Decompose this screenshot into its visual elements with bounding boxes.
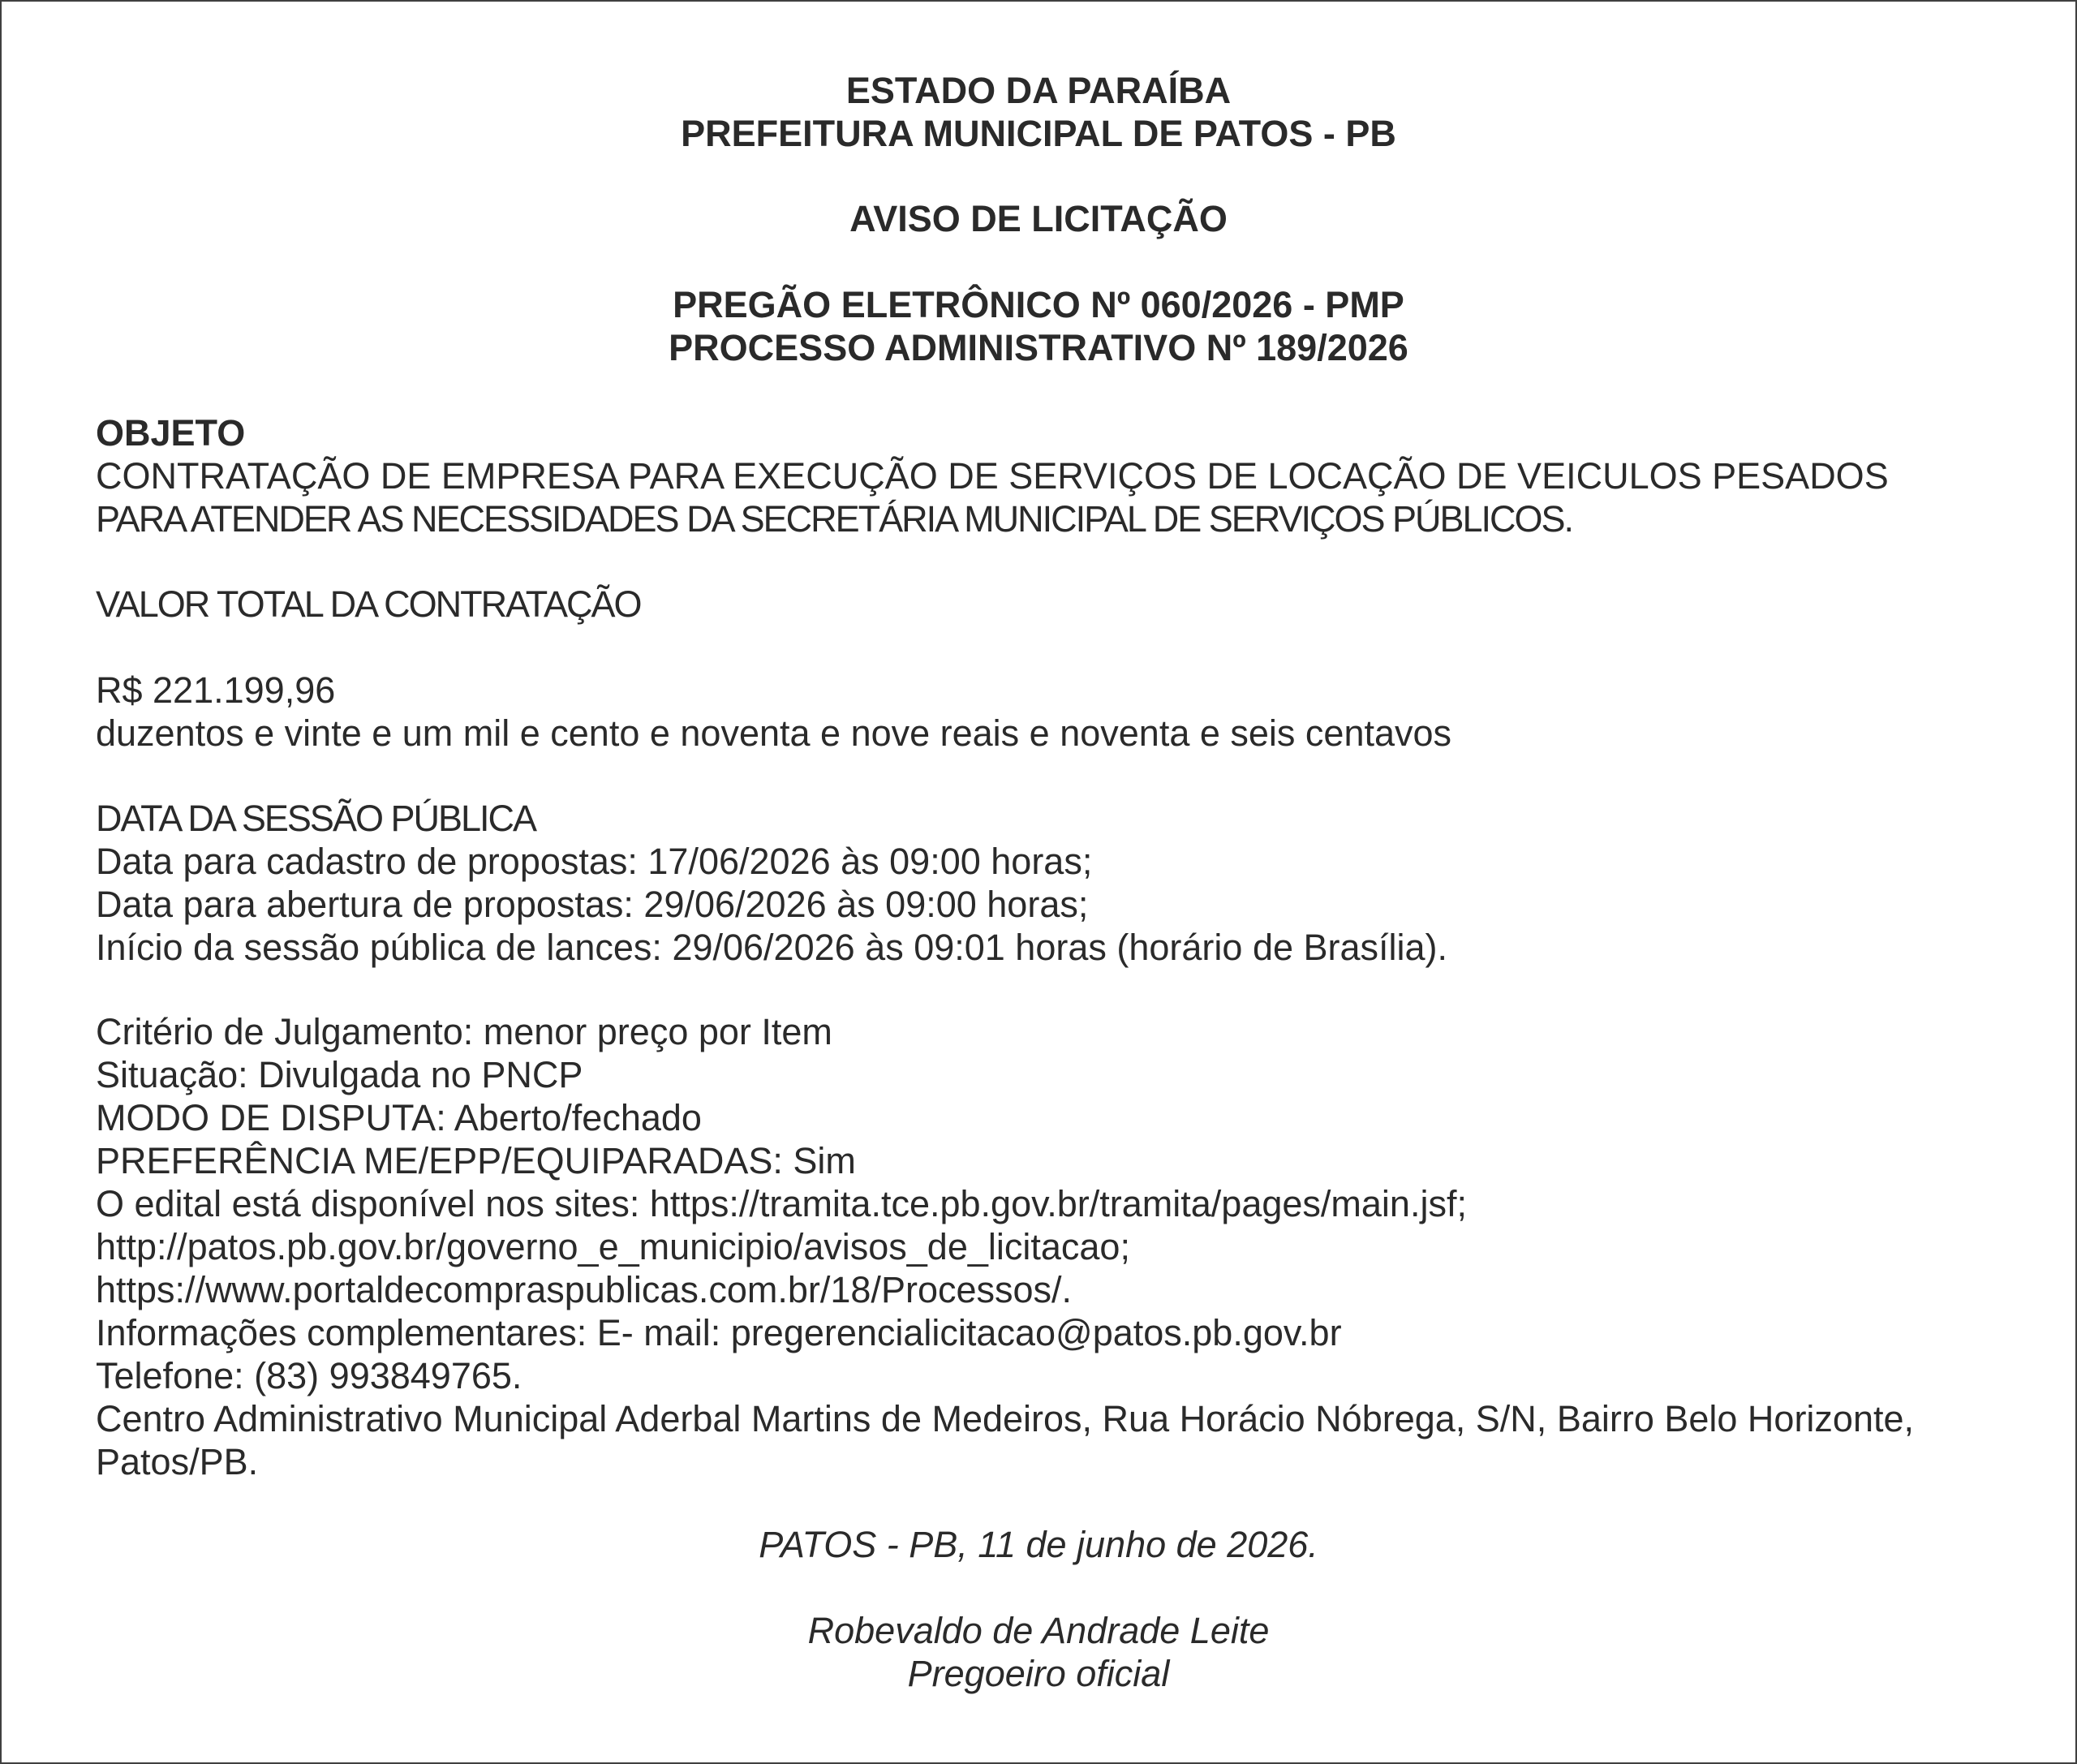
- situacao: Situação: Divulgada no PNCP: [96, 1054, 583, 1095]
- notice-title-block: [2, 197, 2075, 240]
- pregao-number: PREGÃO ELETRÔNICO Nº 060/2026 - PMP: [673, 284, 1404, 325]
- sessao-inicio: Início da sessão pública de lances: 29/06/2026 às 09:01 horas (horário de Brasília).: [96, 927, 1448, 968]
- processo-number: PROCESSO ADMINISTRATIVO Nº 189/2026: [669, 327, 1408, 368]
- notice-header: [2, 69, 2075, 155]
- contact-phone: Telefone: (83) 993849765.: [96, 1355, 522, 1396]
- objeto-section: [96, 411, 1994, 540]
- address: Centro Administrativo Municipal Aderbal Martins de Medeiros, Rua Horácio Nóbrega, S/N, Bairro Belo Horizonte, Patos/PB.: [96, 1398, 1915, 1482]
- state-name: ESTADO DA PARAÍBA: [845, 70, 1232, 111]
- sessao-abertura: Data para abertura de propostas: 29/06/2026 às 09:00 horas;: [96, 884, 1089, 925]
- objeto-line-2: PARA ATENDER AS NECESSIDADES DA SECRETÁRIA MUNICIPAL DE SERVIÇOS PÚBLICOS.: [96, 498, 1573, 540]
- place-date: PATOS - PB, 11 de junho de 2026.: [759, 1524, 1318, 1565]
- valor-amount: R$ 221.199,96: [96, 669, 336, 711]
- valor-amount-words: duzentos e vinte e um mil e cento e noventa e nove reais e noventa e seis centavos: [96, 712, 1452, 754]
- preferencia: PREFERÊNCIA ME/EPP/EQUIPARADAS: Sim: [96, 1140, 856, 1181]
- signature-block: [2, 1609, 2075, 1695]
- municipality-name: PREFEITURA MUNICIPAL DE PATOS - PB: [681, 113, 1396, 154]
- sessao-heading: DATA DA SESSÃO PÚBLICA: [96, 798, 536, 839]
- modo-disputa: MODO DE DISPUTA: Aberto/fechado: [96, 1097, 702, 1138]
- edital-site-2: http://patos.pb.gov.br/governo_e_municipio/avisos_de_licitacao;: [96, 1226, 1130, 1267]
- sessao-section: [96, 797, 1994, 969]
- signatory-name: Robevaldo de Andrade Leite: [807, 1610, 1270, 1651]
- procurement-ids: [2, 283, 2075, 369]
- objeto-line-1: CONTRATAÇÃO DE EMPRESA PARA EXECUÇÃO DE SERVIÇOS DE LOCAÇÃO DE VEICULOS PESADOS: [96, 455, 1889, 497]
- signatory-role: Pregoeiro oficial: [907, 1653, 1170, 1694]
- place-date-block: [2, 1523, 2075, 1566]
- valor-heading-block: [96, 583, 1994, 626]
- notice-title: AVISO DE LICITAÇÃO: [849, 198, 1228, 239]
- edital-site-3: https://www.portaldecompraspublicas.com.br/18/Processos/.: [96, 1269, 1073, 1310]
- sessao-cadastro: Data para cadastro de propostas: 17/06/2026 às 09:00 horas;: [96, 841, 1093, 882]
- valor-heading: VALOR TOTAL DA CONTRATAÇÃO: [96, 583, 641, 625]
- info-section: [96, 1010, 1994, 1483]
- edital-site-1: O edital está disponível nos sites: https://tramita.tce.pb.gov.br/tramita/pages/main.jsf;: [96, 1183, 1467, 1224]
- valor-section: [96, 669, 1994, 755]
- objeto-heading: OBJETO: [96, 412, 246, 454]
- criterio-julgamento: Critério de Julgamento: menor preço por Item: [96, 1011, 832, 1052]
- contact-email: Informações complementares: E- mail: pregerencialicitacao@patos.pb.gov.br: [96, 1312, 1342, 1353]
